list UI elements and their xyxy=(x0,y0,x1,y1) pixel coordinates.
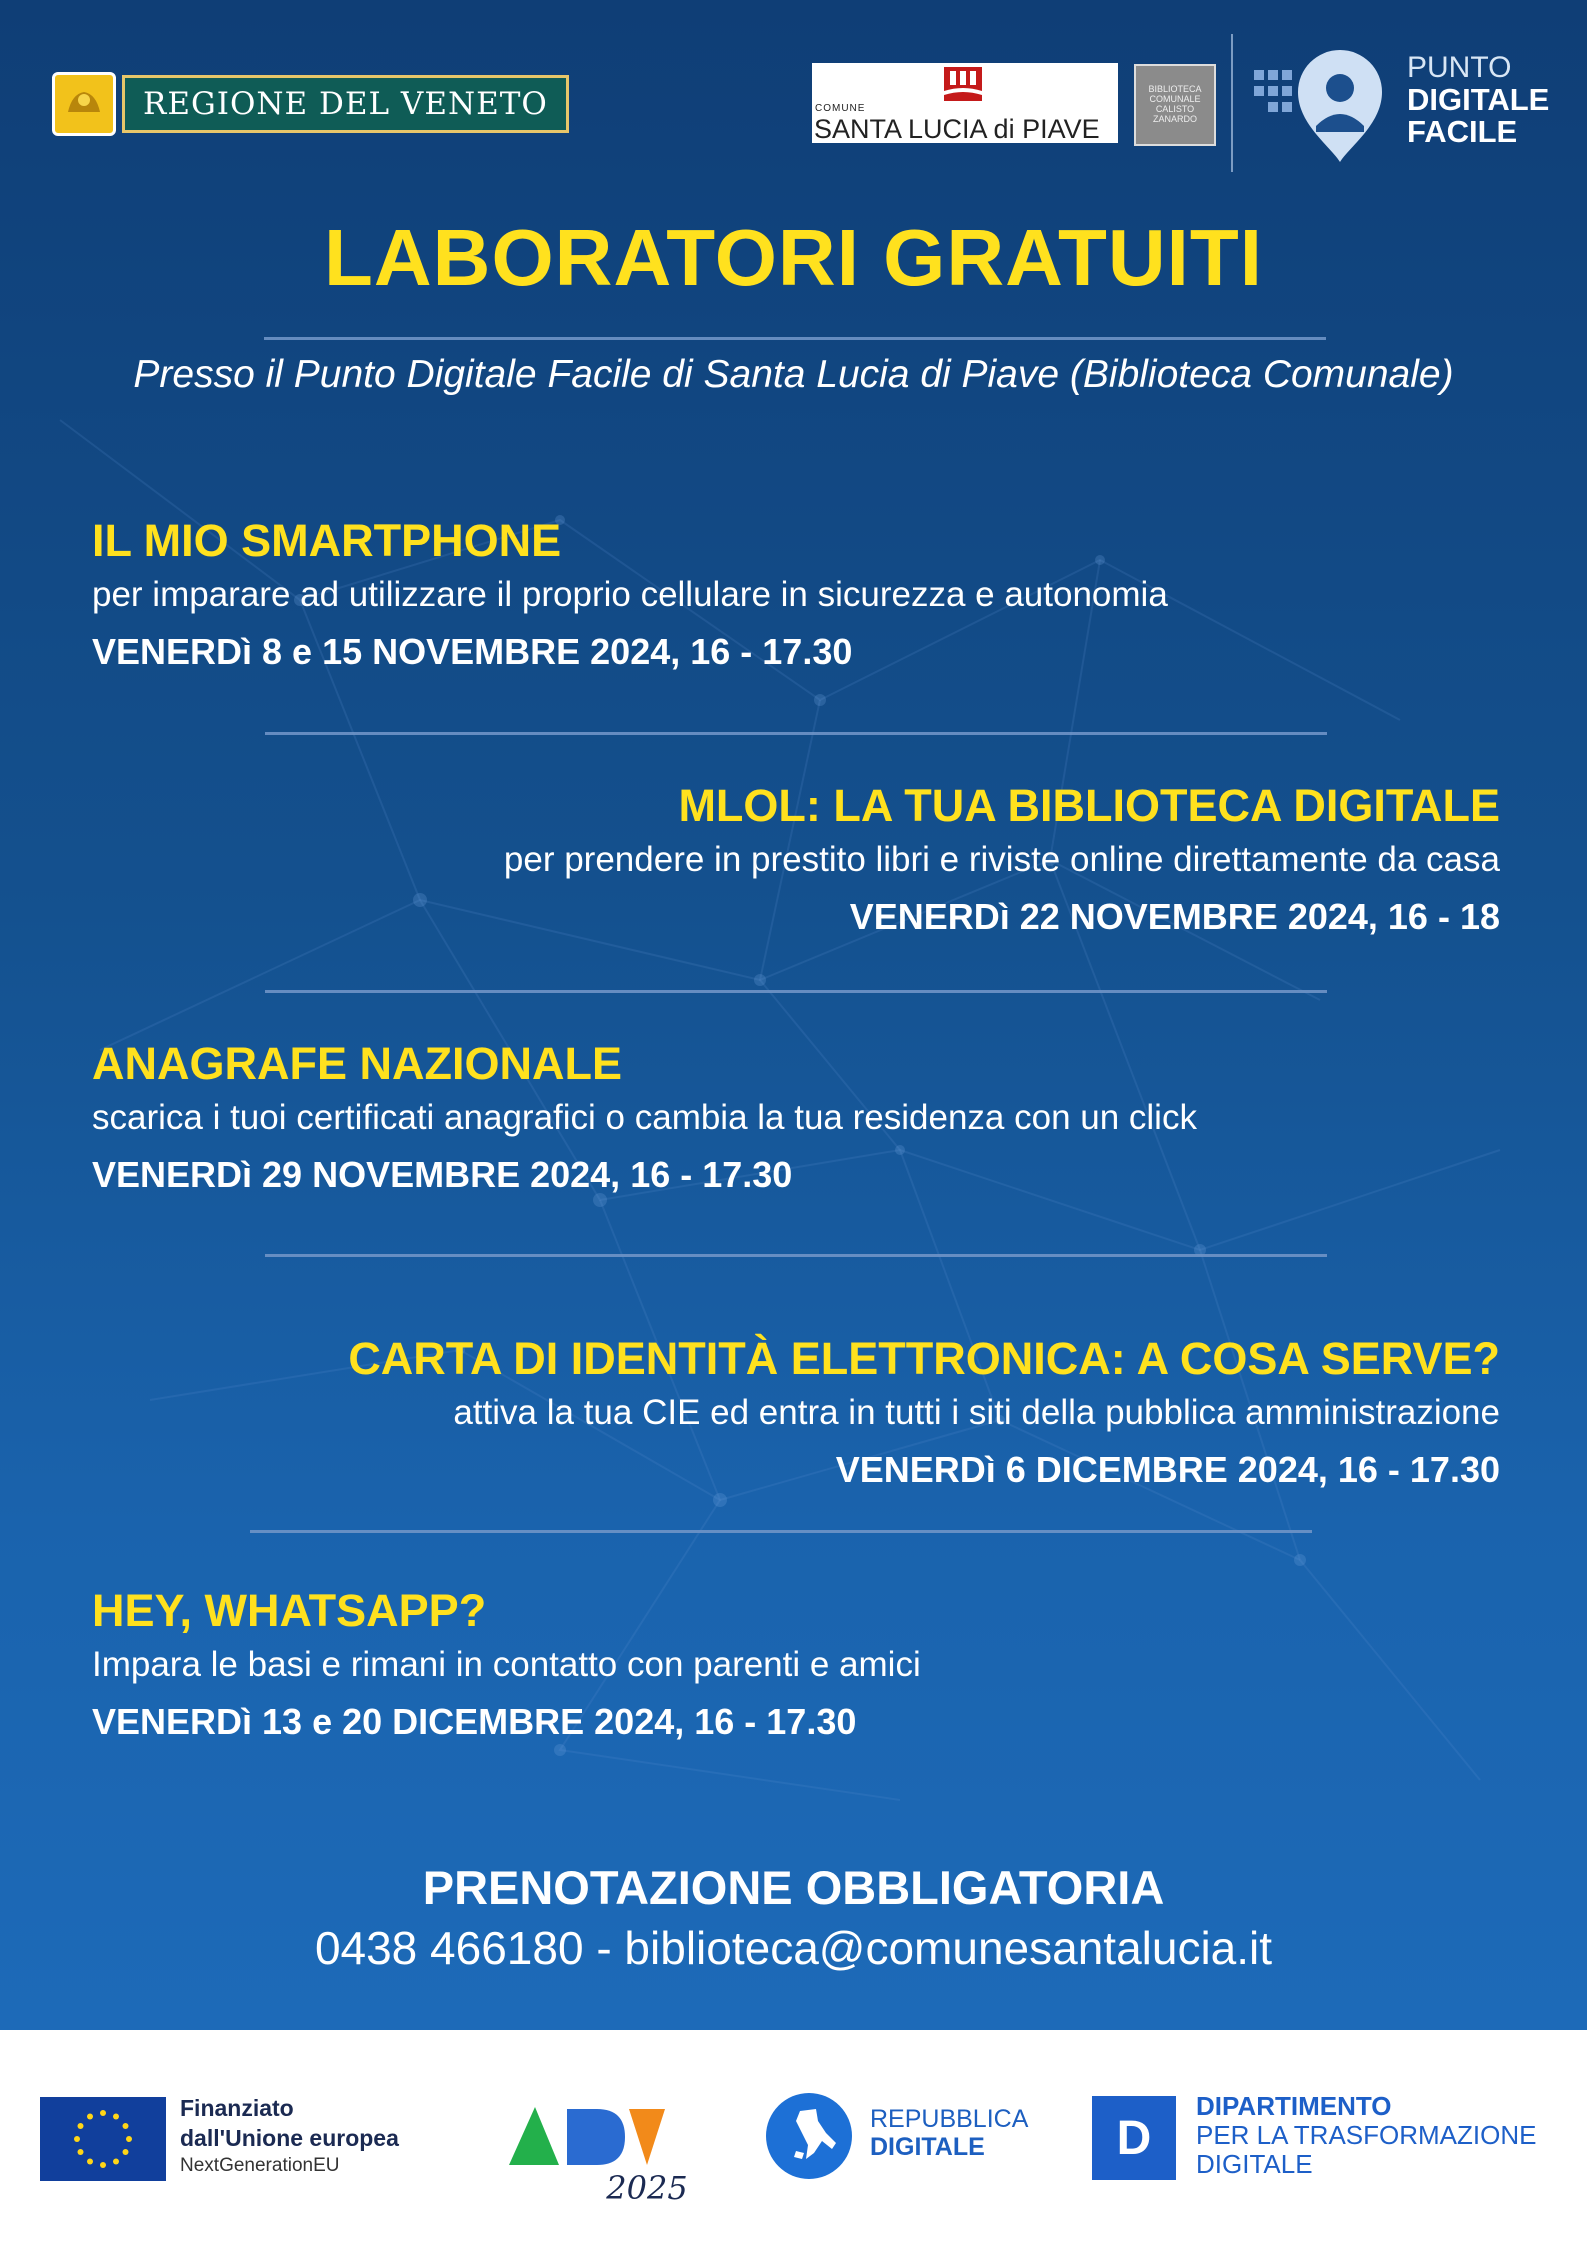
dip-line-1: DIPARTIMENTO xyxy=(1196,2091,1392,2121)
comune-small-label: COMUNE xyxy=(815,103,866,114)
comune-logo xyxy=(812,63,1118,143)
dip-line-3: DIGITALE xyxy=(1196,2149,1313,2180)
workshop-4 xyxy=(92,1333,1500,1492)
workshop-2 xyxy=(92,780,1500,939)
pdf-line-1: PUNTO xyxy=(1407,51,1512,84)
workshop-title: CARTA DI IDENTITÀ ELETTRONICA: A COSA SERVE? xyxy=(348,1333,1500,1384)
workshop-description: attiva la tua CIE ed entra in tutti i siti della pubblica amministrazione xyxy=(453,1392,1500,1432)
workshop-title: IL MIO SMARTPHONE xyxy=(92,515,562,566)
dip-line-2: PER LA TRASFORMAZIONE xyxy=(1196,2120,1537,2151)
page-title: LABORATORI GRATUITI xyxy=(324,213,1263,302)
eu-flag-icon xyxy=(40,2097,166,2181)
dipartimento-d-icon: D xyxy=(1092,2096,1176,2180)
section-divider xyxy=(265,1254,1327,1257)
eu-line-2: dall'Unione europea xyxy=(180,2124,399,2151)
workshop-description: scarica i tuoi certificati anagrafici o cambia la tua residenza con un click xyxy=(92,1097,1197,1137)
rep-line-2: DIGITALE xyxy=(870,2132,985,2161)
workshop-description: per prendere in prestito libri e riviste online direttamente da casa xyxy=(503,839,1500,879)
regione-veneto-logo xyxy=(52,72,569,136)
adv-year: 2025 xyxy=(606,2169,688,2205)
dipartimento-logo xyxy=(1196,2092,1536,2179)
adv-2025-logo xyxy=(505,2095,705,2205)
regione-veneto-label: REGIONE DEL VENETO xyxy=(122,75,569,133)
title-divider xyxy=(264,337,1326,340)
workshop-1 xyxy=(92,515,1500,674)
booking-contact: 0438 466180 - biblioteca@comunesantalucia.it xyxy=(314,1922,1273,1974)
section-divider xyxy=(265,732,1327,735)
section-divider xyxy=(250,1530,1312,1533)
rep-line-1: REPUBBLICA xyxy=(870,2105,1029,2133)
workshop-date: VENERDì 13 e 20 DICEMBRE 2024, 16 - 17.30 xyxy=(92,1700,857,1742)
biblioteca-logo: BIBLIOTECA COMUNALE CALISTO ZANARDO xyxy=(1134,64,1216,146)
page-subtitle: Presso il Punto Digitale Facile di Santa Lucia di Piave (Biblioteca Comunale) xyxy=(133,353,1454,396)
italy-map-icon xyxy=(766,2093,852,2179)
pdf-line-3: FACILE xyxy=(1407,114,1518,150)
workshop-title: ANAGRAFE NAZIONALE xyxy=(92,1038,622,1089)
workshop-date: VENERDì 29 NOVEMBRE 2024, 16 - 17.30 xyxy=(92,1153,793,1195)
booking-section xyxy=(0,1860,1587,1975)
workshop-3 xyxy=(92,1038,1500,1197)
workshop-date: VENERDì 8 e 15 NOVEMBRE 2024, 16 - 17.30 xyxy=(92,630,853,672)
workshop-title: MLOL: LA TUA BIBLIOTECA DIGITALE xyxy=(678,780,1500,831)
eu-line-3: NextGenerationEU xyxy=(180,2154,340,2176)
workshop-title: HEY, WHATSAPP? xyxy=(92,1585,487,1636)
header-divider xyxy=(1231,34,1233,172)
lion-crest-icon xyxy=(52,72,116,136)
workshop-date: VENERDì 6 DICEMBRE 2024, 16 - 17.30 xyxy=(835,1448,1500,1490)
pdf-line-2: DIGITALE xyxy=(1407,81,1550,117)
eu-funding-label xyxy=(180,2094,399,2178)
punto-digitale-facile-logo xyxy=(1407,52,1549,149)
comune-name: SANTA LUCIA di PIAVE xyxy=(814,114,1100,144)
workshop-description: Impara le basi e rimani in contatto con parenti e amici xyxy=(92,1644,921,1684)
location-pin-icon xyxy=(1252,44,1388,168)
section-divider xyxy=(265,990,1327,993)
workshop-date: VENERDì 22 NOVEMBRE 2024, 16 - 18 xyxy=(849,895,1500,937)
eu-line-1: Finanziato xyxy=(180,2095,294,2121)
repubblica-digitale-logo xyxy=(870,2106,1028,2161)
workshop-description: per imparare ad utilizzare il proprio cellulare in sicurezza e autonomia xyxy=(92,574,1168,614)
workshop-5 xyxy=(92,1585,1500,1744)
booking-heading: PRENOTAZIONE OBBLIGATORIA xyxy=(422,1861,1165,1914)
comune-crest-icon xyxy=(940,65,986,105)
